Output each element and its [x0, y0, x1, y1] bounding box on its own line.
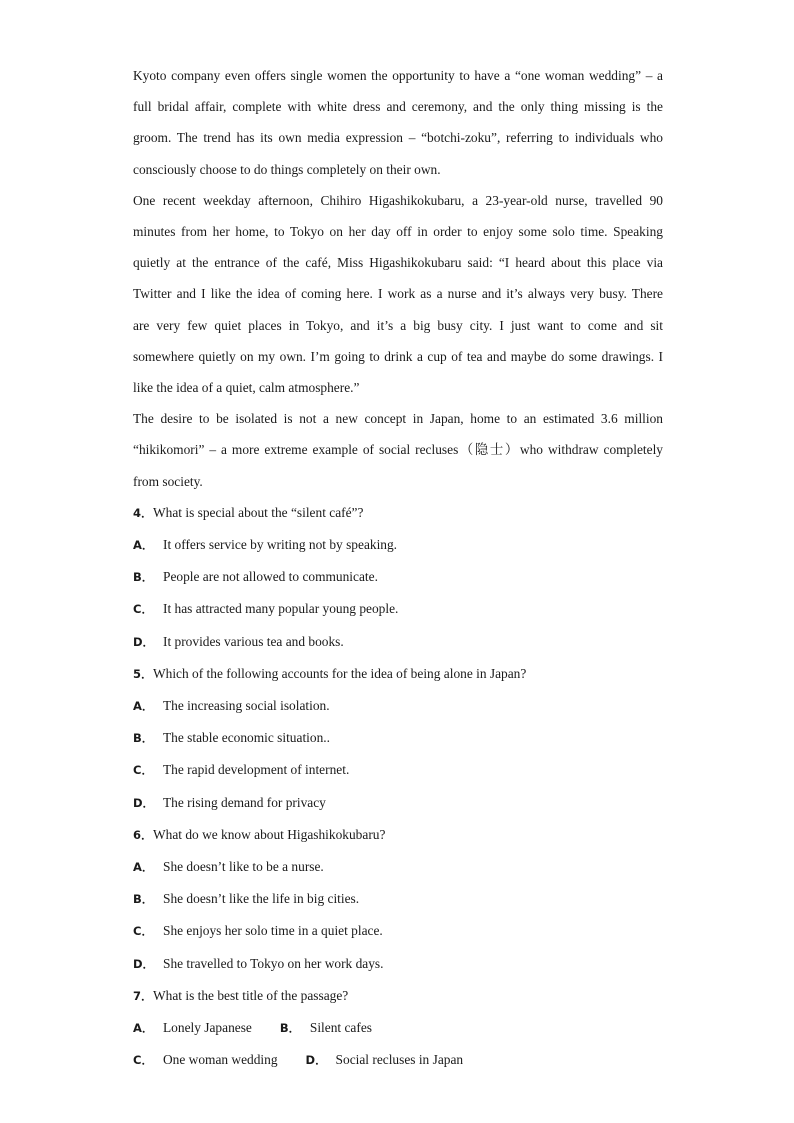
passage-paragraph-3 [133, 403, 663, 497]
passage-line: groom. The trend has its own media expression – “botchi-zoku”, referring to individuals who [133, 130, 663, 146]
question-stem [133, 980, 663, 1012]
option-letter: A． [133, 538, 154, 553]
option-letter: C． [133, 763, 153, 778]
option-text: It provides various tea and books. [163, 633, 344, 649]
option-b[interactable] [133, 883, 663, 915]
option-letter: D． [133, 634, 155, 649]
passage-line: One recent weekday afternoon, Chihiro Higashikokubaru, a 23-year-old nurse, travelled 90 [133, 192, 663, 208]
option-text: It has attracted many popular young people. [163, 601, 399, 617]
option-letter: B． [279, 1021, 301, 1036]
option-d[interactable] [133, 787, 663, 819]
question-text: What is special about the “silent café”? [153, 504, 364, 520]
option-letter: C． [133, 924, 153, 939]
passage-line: Kyoto company even offers single women the opportunity to have a “one woman wedding” – a [133, 68, 663, 83]
passage-paragraph-1 [133, 60, 663, 185]
option-text: Social recluses in Japan [335, 1052, 464, 1068]
option-a[interactable] [133, 690, 663, 722]
option-letter: D． [305, 1053, 327, 1068]
passage-line: somewhere quietly on my own. I’m going to drink a cup of tea and maybe do some drawings. I [133, 348, 663, 364]
passage-line: quietly at the entrance of the café, Miss Higashikokubaru said: “I heard about this place via [133, 255, 663, 271]
option-text: The increasing social isolation. [163, 698, 330, 714]
option-text: The rapid development of internet. [163, 762, 350, 778]
option-text: She doesn’t like the life in big cities. [163, 891, 360, 907]
option-text: She doesn’t like to be a nurse. [163, 859, 324, 875]
passage-line: full bridal affair, complete with white dress and ceremony, and the only thing missing is the [133, 99, 663, 115]
option-letter: A． [133, 1021, 154, 1036]
question-7 [133, 980, 663, 1077]
question-text: What is the best title of the passage? [153, 987, 349, 1003]
option-letter: B． [133, 570, 154, 585]
question-number: 4． [133, 505, 153, 520]
option-text: One woman wedding [163, 1052, 278, 1068]
option-text: Lonely Japanese [163, 1020, 252, 1036]
passage-line: from society. [133, 473, 203, 489]
option-c[interactable] [133, 754, 663, 786]
option-text: It offers service by writing not by speaking. [163, 537, 398, 553]
option-row-ab [133, 1012, 663, 1044]
passage-line: minutes from her home, to Tokyo on her day off in order to enjoy some solo time. Speaking [133, 224, 663, 240]
question-text: What do we know about Higashikokubaru? [153, 826, 386, 842]
option-a[interactable] [133, 1012, 252, 1044]
option-letter: B． [133, 892, 154, 907]
option-letter: D． [133, 795, 155, 810]
option-text: The stable economic situation.. [163, 730, 330, 746]
question-5 [133, 658, 663, 819]
option-b[interactable] [133, 722, 663, 754]
option-c[interactable] [133, 915, 663, 947]
option-a[interactable] [133, 851, 663, 883]
passage-line: The desire to be isolated is not a new concept in Japan, home to an estimated 3.6 million [133, 411, 663, 427]
option-row-cd [133, 1044, 663, 1076]
option-letter: C． [133, 602, 153, 617]
passage-line: “hikikomori” – a more extreme example of social recluses（隐士）who withdraw completely [133, 442, 663, 458]
question-6 [133, 819, 663, 980]
passage-paragraph-2 [133, 185, 663, 403]
question-stem [133, 497, 663, 529]
document-page [133, 60, 663, 1077]
option-letter: D． [133, 956, 155, 971]
option-letter: B． [133, 731, 154, 746]
question-stem [133, 819, 663, 851]
option-text: She enjoys her solo time in a quiet place. [163, 923, 383, 939]
question-number: 5． [133, 666, 153, 681]
question-text: Which of the following accounts for the idea of being alone in Japan? [153, 665, 527, 681]
option-letter: A． [133, 699, 154, 714]
option-c[interactable] [133, 593, 663, 625]
passage-line: consciously choose to do things completely on their own. [133, 161, 441, 177]
option-b[interactable] [133, 561, 663, 593]
passage-line: are very few quiet places in Tokyo, and it’s a big busy city. I just want to come and sit [133, 317, 663, 333]
passage-line: like the idea of a quiet, calm atmosphere.” [133, 380, 360, 396]
passage-line: Twitter and I like the idea of coming here. I work as a nurse and it’s always very busy. There [133, 286, 663, 302]
question-number: 6． [133, 827, 153, 842]
option-b[interactable] [280, 1012, 372, 1044]
question-number: 7． [133, 988, 153, 1003]
question-stem [133, 658, 663, 690]
question-4 [133, 497, 663, 658]
option-d[interactable] [133, 948, 663, 980]
option-text: Silent cafes [309, 1020, 372, 1036]
option-d[interactable] [306, 1044, 464, 1076]
option-letter: A． [133, 860, 154, 875]
option-a[interactable] [133, 529, 663, 561]
option-d[interactable] [133, 626, 663, 658]
option-letter: C． [133, 1053, 153, 1068]
option-c[interactable] [133, 1044, 278, 1076]
option-text: The rising demand for privacy [163, 794, 326, 810]
option-text: People are not allowed to communicate. [163, 569, 378, 585]
option-text: She travelled to Tokyo on her work days. [163, 955, 384, 971]
